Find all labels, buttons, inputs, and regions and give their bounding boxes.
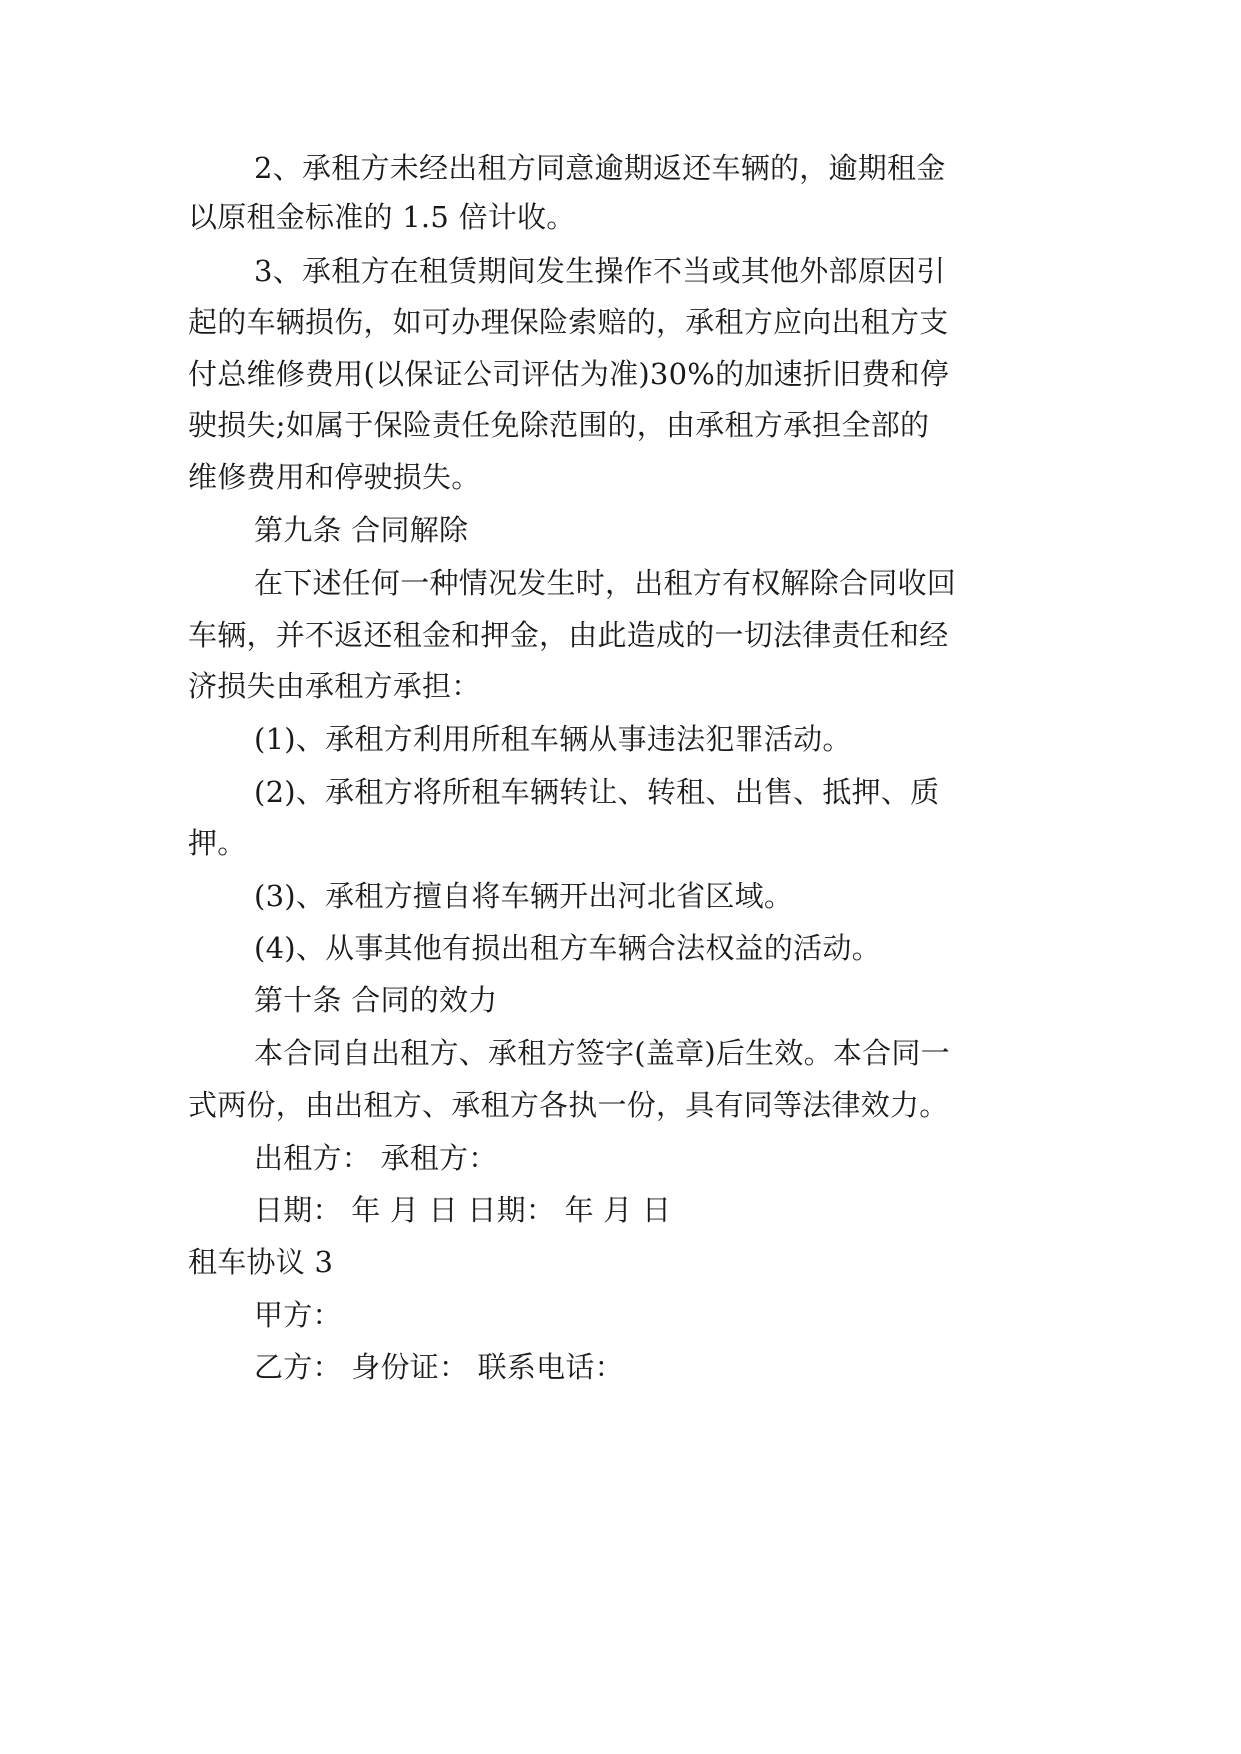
clause-8-item-2-line-2: 以原租金标准的 1.5 倍计收。: [188, 200, 576, 234]
clause-8-item-3-line-2: 起的车辆损伤，如可办理保险索赔的，承租方应向出租方支: [188, 305, 949, 339]
clause-8-item-3-line-5: 维修费用和停驶损失。: [188, 460, 481, 494]
clause-9-item-1: (1)、承租方利用所租车辆从事违法犯罪活动。: [254, 722, 852, 756]
clause-8-item-3-line-4: 驶损失;如属于保险责任免除范围的，由承租方承担全部的: [188, 408, 930, 442]
clause-10-text-line-1: 本合同自出租方、承租方签字(盖章)后生效。本合同一: [254, 1036, 950, 1070]
clause-8-item-2-line-1: 2、承租方未经出租方同意逾期返还车辆的，逾期租金: [254, 151, 946, 185]
clause-8-item-3-line-3: 付总维修费用(以保证公司评估为准)30%的加速折旧费和停: [188, 357, 950, 391]
clause-10-heading: 第十条 合同的效力: [254, 983, 498, 1017]
clause-9-intro-line-2: 车辆，并不返还租金和押金，由此造成的一切法律责任和经: [188, 618, 949, 652]
clause-9-item-4: (4)、从事其他有损出租方车辆合法权益的活动。: [254, 931, 881, 965]
clause-9-intro-line-1: 在下述任何一种情况发生时，出租方有权解除合同收回: [254, 566, 957, 600]
agreement-3-title: 租车协议 3: [188, 1245, 334, 1279]
signature-parties: 出租方： 承租方：: [254, 1141, 498, 1175]
clause-9-item-3: (3)、承租方擅自将车辆开出河北省区域。: [254, 879, 794, 913]
clause-9-heading: 第九条 合同解除: [254, 513, 469, 547]
signature-dates: 日期： 年 月 日 日期： 年 月 日: [254, 1193, 672, 1227]
clause-9-item-2-line-1: (2)、承租方将所租车辆转让、转租、出售、抵押、质: [254, 775, 940, 809]
party-a-label: 甲方：: [254, 1298, 342, 1332]
party-b-info: 乙方： 身份证： 联系电话：: [254, 1350, 624, 1384]
clause-10-text-line-2: 式两份，由出租方、承租方各执一份，具有同等法律效力。: [188, 1088, 949, 1122]
clause-9-intro-line-3: 济损失由承租方承担：: [188, 669, 481, 703]
clause-9-item-2-line-2: 押。: [188, 826, 247, 860]
clause-8-item-3-line-1: 3、承租方在租赁期间发生操作不当或其他外部原因引: [254, 254, 946, 288]
